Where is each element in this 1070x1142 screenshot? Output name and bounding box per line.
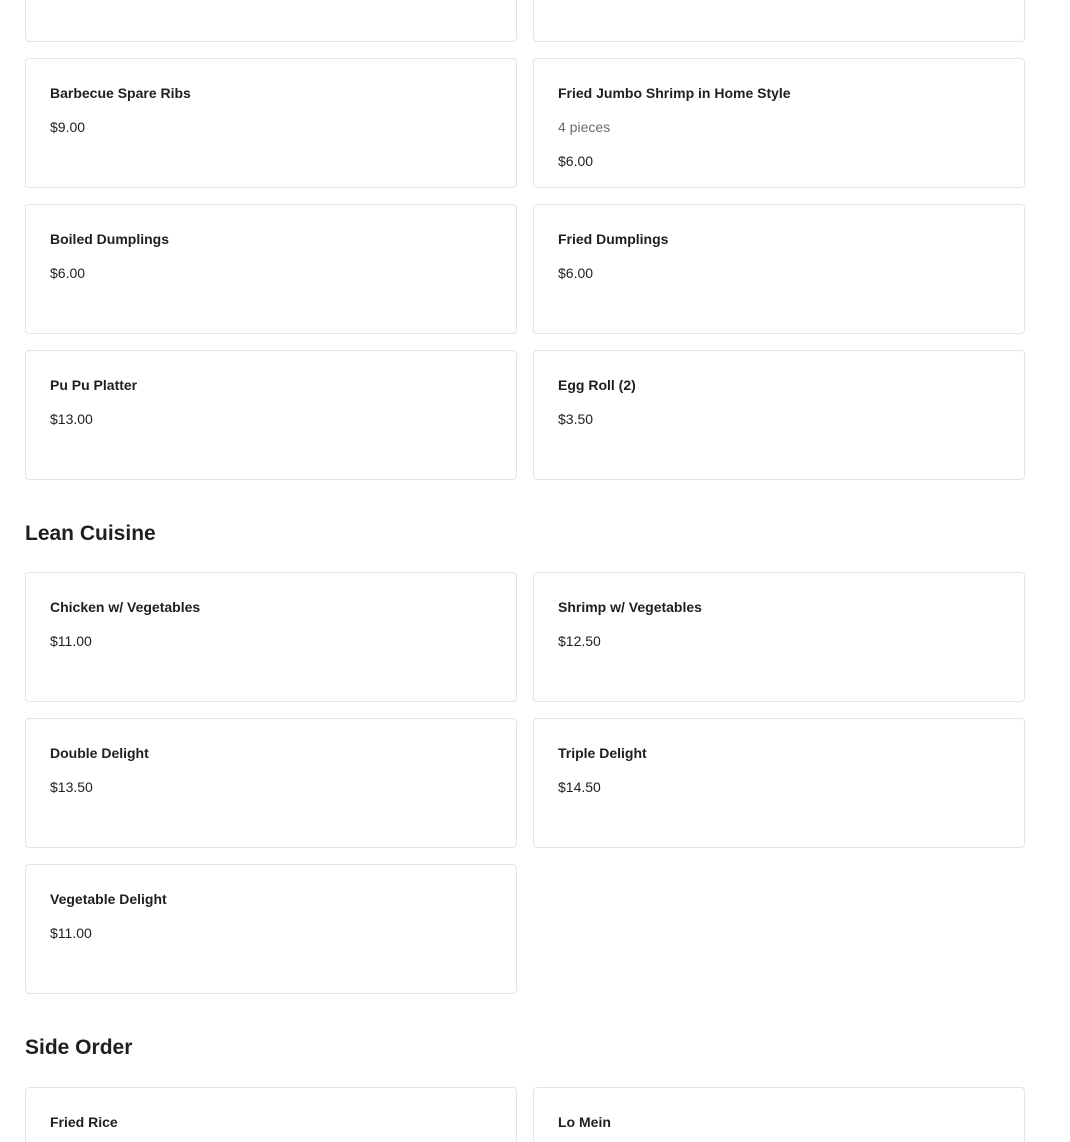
menu-item-card[interactable] [25,58,517,188]
menu-item-name: Boiled Dumplings [50,231,169,247]
menu-item-card[interactable] [25,864,517,994]
menu-items-grid [25,0,1025,480]
menu-item-card[interactable] [25,0,517,42]
section-title-lean-cuisine: Lean Cuisine [25,522,156,545]
menu-item-price: $14.50 [558,779,601,795]
menu-item-price: $6.00 [558,265,594,281]
menu-item-name: Vegetable Delight [50,891,167,907]
menu-item-name: Double Delight [50,745,149,761]
menu-item-price: $11.00 [50,633,92,649]
menu-item-name: Fried Rice [50,1114,118,1130]
menu-item-price: $6.00 [50,265,86,281]
menu-item-card[interactable] [533,1087,1025,1142]
menu-item-name: Chicken w/ Vegetables [50,599,201,615]
menu-item-price: $3.50 [558,411,594,427]
menu-item-price: $13.00 [50,411,93,427]
menu-item-card[interactable] [25,350,517,480]
menu-item-price: $13.50 [50,779,93,795]
menu-item-price: $6.00 [558,153,594,169]
menu-item-card[interactable] [25,1087,517,1142]
menu-item-name: Pu Pu Platter [50,377,138,393]
menu-item-description: 4 pieces [558,119,611,135]
menu-item-card[interactable] [533,572,1025,702]
menu-item-name: Egg Roll (2) [558,377,636,393]
menu-item-card[interactable] [533,204,1025,334]
menu-item-card[interactable] [25,718,517,848]
menu-item-name: Triple Delight [558,745,647,761]
menu-item-card[interactable] [533,718,1025,848]
menu-item-price: $11.00 [50,925,92,941]
menu-items-grid [25,572,1025,994]
menu-item-name: Barbecue Spare Ribs [50,85,191,101]
menu-items-grid [25,1087,1025,1142]
menu-item-card[interactable] [533,350,1025,480]
section-title-side-order: Side Order [25,1036,133,1059]
menu-item-name: Lo Mein [558,1114,611,1130]
menu-item-name: Shrimp w/ Vegetables [558,599,702,615]
menu-item-card[interactable] [25,204,517,334]
menu-item-card[interactable] [533,58,1025,188]
menu-item-card[interactable] [25,572,517,702]
menu-item-name: Fried Jumbo Shrimp in Home Style [558,85,791,101]
menu-item-name: Fried Dumplings [558,231,669,247]
menu-item-price: $9.00 [50,119,86,135]
menu-item-price: $12.50 [558,633,601,649]
menu-item-card[interactable] [533,0,1025,42]
